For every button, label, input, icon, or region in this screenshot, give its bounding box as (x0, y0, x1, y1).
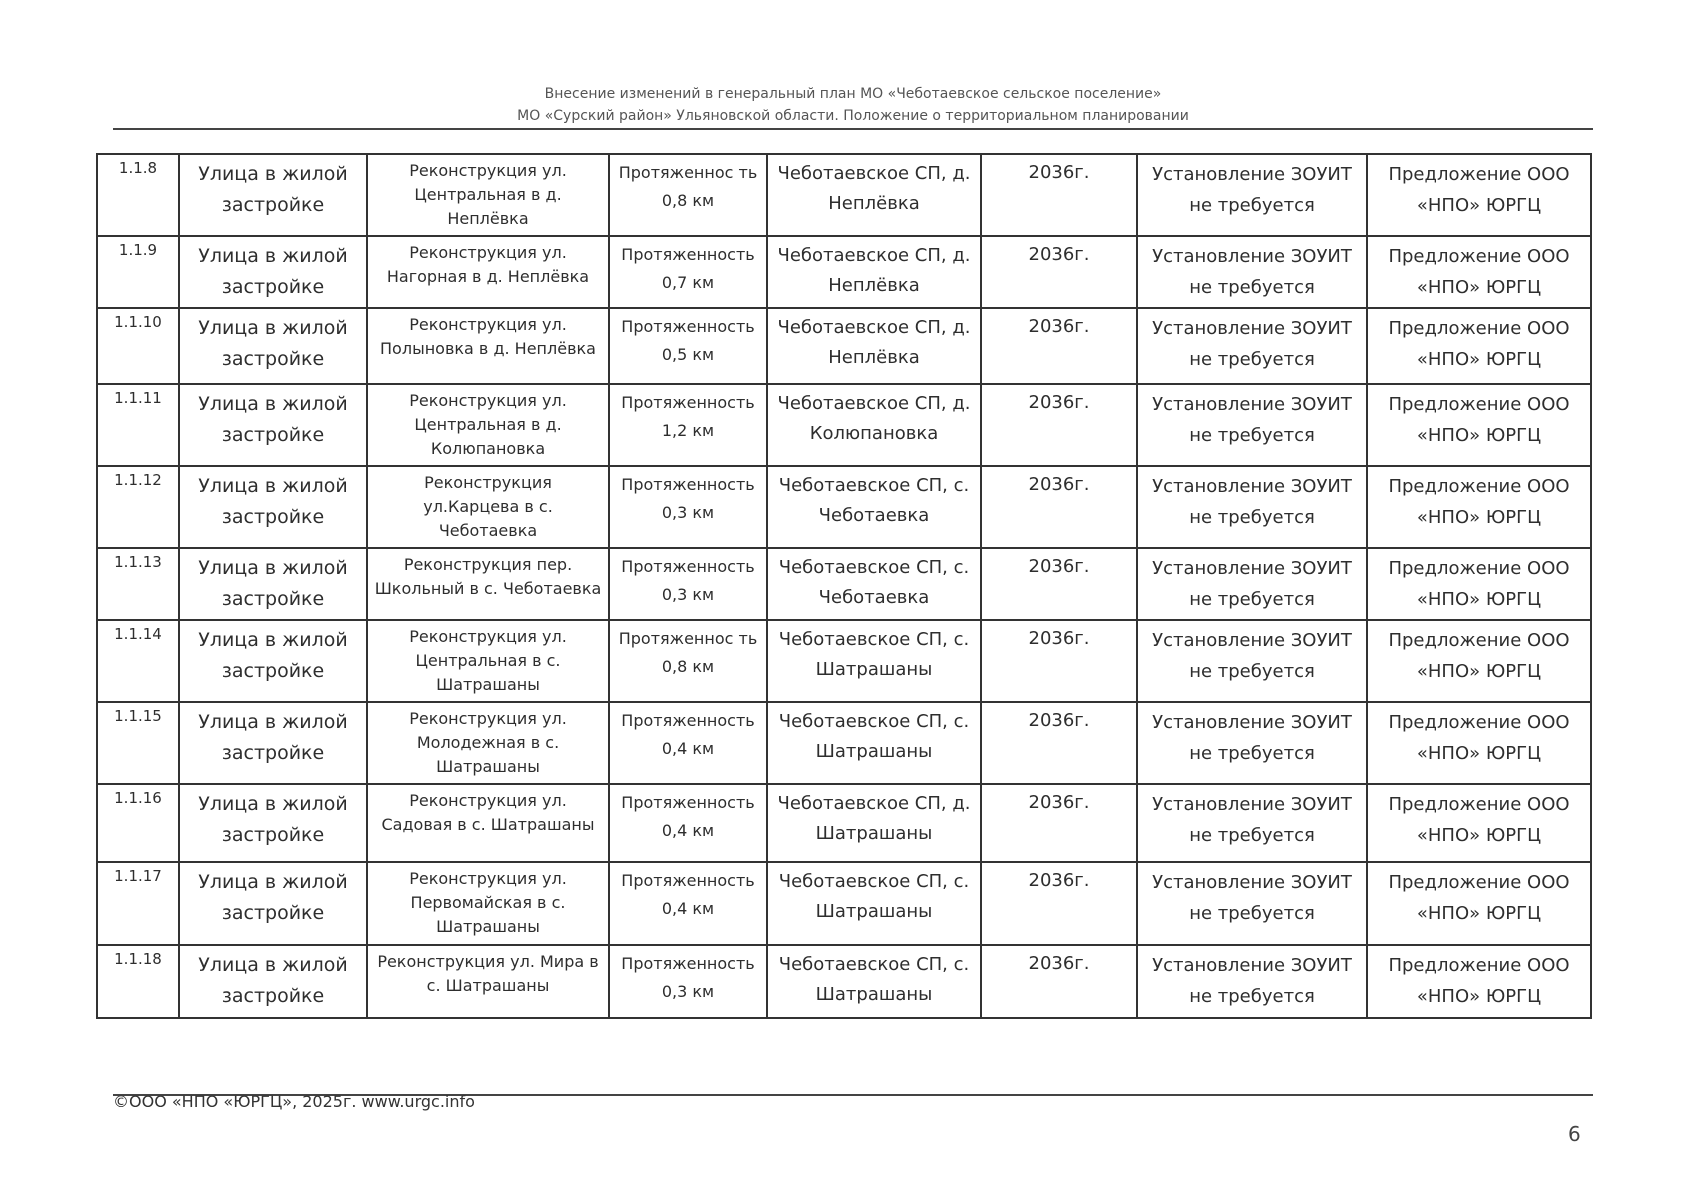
zone-requirement-cell: Установление ЗОУИТ не требуется (1137, 384, 1367, 466)
zone-requirement-cell: Установление ЗОУИТ не требуется (1137, 862, 1367, 945)
zone-requirement-cell: Установление ЗОУИТ не требуется (1137, 154, 1367, 236)
zone-requirement-cell: Установление ЗОУИТ не требуется (1137, 784, 1367, 862)
object-name-cell: Реконструкция пер. Школьный в с. Чеботаевка (367, 548, 609, 620)
proposal-source-cell: Предложение ООО «НПО» ЮРГЦ (1367, 466, 1591, 548)
object-name-cell: Реконструкция ул. Молодежная в с. Шатрашаны (367, 702, 609, 784)
implementation-year-cell: 2036г. (981, 236, 1137, 308)
proposal-source-cell: Предложение ООО «НПО» ЮРГЦ (1367, 784, 1591, 862)
table-row (97, 862, 1591, 945)
proposal-source-cell: Предложение ООО «НПО» ЮРГЦ (1367, 548, 1591, 620)
object-name-cell: Реконструкция ул. Мира в с. Шатрашаны (367, 945, 609, 1018)
object-name-cell: Реконструкция ул. Садовая в с. Шатрашаны (367, 784, 609, 862)
object-length-cell: Протяженность 1,2 км (609, 384, 767, 466)
zone-requirement-cell: Установление ЗОУИТ не требуется (1137, 620, 1367, 702)
table-row (97, 945, 1591, 1018)
table-row (97, 236, 1591, 308)
object-length-cell: Протяженность 0,4 км (609, 784, 767, 862)
row-number-cell: 1.1.16 (97, 784, 179, 862)
implementation-year-cell: 2036г. (981, 154, 1137, 236)
implementation-year-cell: 2036г. (981, 784, 1137, 862)
object-location-cell: Чеботаевское СП, д. Неплёвка (767, 308, 981, 384)
table-row (97, 784, 1591, 862)
object-type-cell: Улица в жилой застройке (179, 154, 367, 236)
object-name-cell: Реконструкция ул.Карцева в с. Чеботаевка (367, 466, 609, 548)
proposal-source-cell: Предложение ООО «НПО» ЮРГЦ (1367, 154, 1591, 236)
object-location-cell: Чеботаевское СП, с. Чеботаевка (767, 548, 981, 620)
object-type-cell: Улица в жилой застройке (179, 236, 367, 308)
object-length-cell: Протяженность 0,4 км (609, 862, 767, 945)
row-number-cell: 1.1.18 (97, 945, 179, 1018)
proposal-source-cell: Предложение ООО «НПО» ЮРГЦ (1367, 945, 1591, 1018)
table-row (97, 548, 1591, 620)
object-location-cell: Чеботаевское СП, с. Шатрашаны (767, 702, 981, 784)
proposal-source-cell: Предложение ООО «НПО» ЮРГЦ (1367, 620, 1591, 702)
implementation-year-cell: 2036г. (981, 548, 1137, 620)
object-type-cell: Улица в жилой застройке (179, 702, 367, 784)
object-location-cell: Чеботаевское СП, с. Шатрашаны (767, 945, 981, 1018)
document-header-line-1: Внесение изменений в генеральный план МО «Чеботаевское сельское поселение» (544, 86, 1162, 102)
object-location-cell: Чеботаевское СП, д. Неплёвка (767, 154, 981, 236)
table-row (97, 384, 1591, 466)
object-location-cell: Чеботаевское СП, с. Чеботаевка (767, 466, 981, 548)
zone-requirement-cell: Установление ЗОУИТ не требуется (1137, 702, 1367, 784)
object-name-cell: Реконструкция ул. Первомайская в с. Шатрашаны (367, 862, 609, 945)
object-name-cell: Реконструкция ул. Полыновка в д. Неплёвка (367, 308, 609, 384)
row-number-cell: 1.1.13 (97, 548, 179, 620)
object-name-cell: Реконструкция ул. Центральная в д. Неплёвка (367, 154, 609, 236)
implementation-year-cell: 2036г. (981, 945, 1137, 1018)
object-name-cell: Реконструкция ул. Центральная в с. Шатрашаны (367, 620, 609, 702)
proposal-source-cell: Предложение ООО «НПО» ЮРГЦ (1367, 308, 1591, 384)
object-length-cell: Протяженность 0,3 км (609, 945, 767, 1018)
proposal-source-cell: Предложение ООО «НПО» ЮРГЦ (1367, 236, 1591, 308)
row-number-cell: 1.1.15 (97, 702, 179, 784)
table-row (97, 154, 1591, 236)
row-number-cell: 1.1.14 (97, 620, 179, 702)
document-header-line-2: МО «Сурский район» Ульяновской области. Положение о территориальном планировании (517, 108, 1189, 124)
object-location-cell: Чеботаевское СП, с. Шатрашаны (767, 620, 981, 702)
row-number-cell: 1.1.12 (97, 466, 179, 548)
table-row (97, 466, 1591, 548)
object-type-cell: Улица в жилой застройке (179, 945, 367, 1018)
object-length-cell: Протяженность 0,5 км (609, 308, 767, 384)
zone-requirement-cell: Установление ЗОУИТ не требуется (1137, 466, 1367, 548)
implementation-year-cell: 2036г. (981, 308, 1137, 384)
page-number: 6 (1568, 1122, 1581, 1146)
footer-copyright: ©ООО «НПО «ЮРГЦ», 2025г. www.urgc.info (113, 1092, 475, 1111)
zone-requirement-cell: Установление ЗОУИТ не требуется (1137, 548, 1367, 620)
zone-requirement-cell: Установление ЗОУИТ не требуется (1137, 308, 1367, 384)
object-type-cell: Улица в жилой застройке (179, 548, 367, 620)
table-row (97, 620, 1591, 702)
object-location-cell: Чеботаевское СП, д. Шатрашаны (767, 784, 981, 862)
object-type-cell: Улица в жилой застройке (179, 862, 367, 945)
object-type-cell: Улица в жилой застройке (179, 384, 367, 466)
table-row (97, 702, 1591, 784)
object-location-cell: Чеботаевское СП, д. Неплёвка (767, 236, 981, 308)
object-length-cell: Протяженность 0,3 км (609, 466, 767, 548)
proposal-source-cell: Предложение ООО «НПО» ЮРГЦ (1367, 862, 1591, 945)
object-type-cell: Улица в жилой застройке (179, 784, 367, 862)
header-divider (113, 128, 1593, 130)
implementation-year-cell: 2036г. (981, 466, 1137, 548)
implementation-year-cell: 2036г. (981, 620, 1137, 702)
proposal-source-cell: Предложение ООО «НПО» ЮРГЦ (1367, 702, 1591, 784)
object-length-cell: Протяженность 0,7 км (609, 236, 767, 308)
implementation-year-cell: 2036г. (981, 384, 1137, 466)
object-location-cell: Чеботаевское СП, с. Шатрашаны (767, 862, 981, 945)
zone-requirement-cell: Установление ЗОУИТ не требуется (1137, 236, 1367, 308)
row-number-cell: 1.1.8 (97, 154, 179, 236)
object-location-cell: Чеботаевское СП, д. Колюпановка (767, 384, 981, 466)
row-number-cell: 1.1.11 (97, 384, 179, 466)
table-row (97, 308, 1591, 384)
object-name-cell: Реконструкция ул. Центральная в д. Колюпановка (367, 384, 609, 466)
object-length-cell: Протяженнос ть 0,8 км (609, 620, 767, 702)
implementation-year-cell: 2036г. (981, 702, 1137, 784)
object-type-cell: Улица в жилой застройке (179, 620, 367, 702)
implementation-year-cell: 2036г. (981, 862, 1137, 945)
planning-table-body (97, 154, 1591, 1018)
object-length-cell: Протяженнос ть 0,8 км (609, 154, 767, 236)
planning-table (96, 153, 1592, 1019)
object-length-cell: Протяженность 0,4 км (609, 702, 767, 784)
zone-requirement-cell: Установление ЗОУИТ не требуется (1137, 945, 1367, 1018)
proposal-source-cell: Предложение ООО «НПО» ЮРГЦ (1367, 384, 1591, 466)
row-number-cell: 1.1.17 (97, 862, 179, 945)
object-length-cell: Протяженность 0,3 км (609, 548, 767, 620)
object-name-cell: Реконструкция ул. Нагорная в д. Неплёвка (367, 236, 609, 308)
row-number-cell: 1.1.10 (97, 308, 179, 384)
object-type-cell: Улица в жилой застройке (179, 308, 367, 384)
row-number-cell: 1.1.9 (97, 236, 179, 308)
object-type-cell: Улица в жилой застройке (179, 466, 367, 548)
